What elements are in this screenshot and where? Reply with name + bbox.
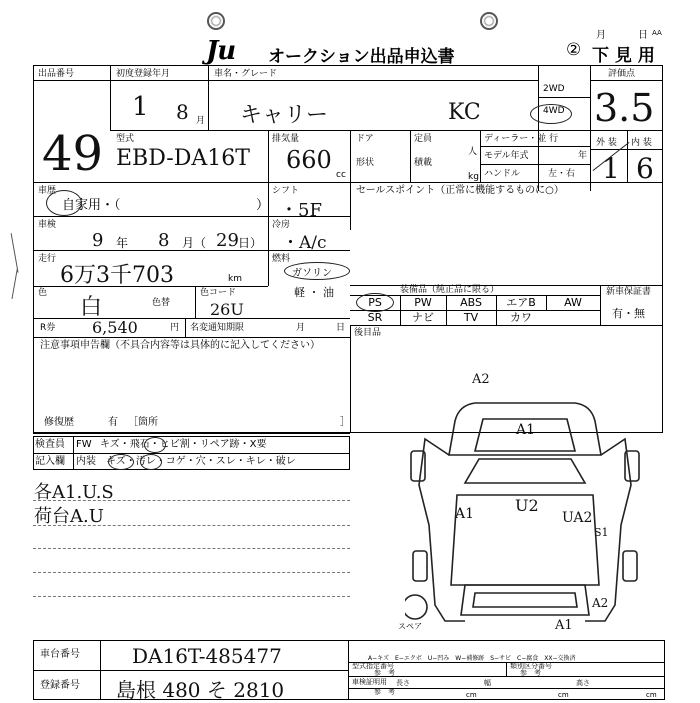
inspection-day-unit: 日） — [238, 236, 263, 250]
location-label: ［箇所 — [128, 417, 158, 428]
legend-text: A−キズ E−エクボ U−凹み W−補修跡 S−サビ C−腐食 XX−交換済 — [368, 655, 576, 662]
first-reg-label: 初度登録年月 — [116, 69, 171, 79]
day-label: 日 — [638, 30, 648, 41]
first-reg-month: 8 — [176, 100, 189, 124]
handle-value: 左・右 — [548, 169, 576, 179]
equip-leather: カワ — [510, 311, 532, 324]
ps-circle-mark — [356, 293, 394, 312]
handle-label: ハンドル — [484, 169, 521, 179]
car-cabin — [465, 459, 585, 483]
height-label: 高さ — [576, 679, 590, 687]
rating-label: 評価点 — [608, 69, 636, 79]
spec-ref-label: 参 考 — [374, 669, 395, 677]
history-circle-mark — [46, 190, 82, 216]
fw-stone-circle-mark — [144, 437, 166, 453]
repair-history-label: 修復歴 — [44, 417, 74, 428]
entry-label: 記入欄 — [35, 456, 65, 467]
ju-logo: Ju — [206, 36, 236, 66]
aircon-label: 冷房 — [272, 220, 291, 230]
fuel-options: 軽 ・ 油 — [294, 286, 334, 299]
yen-label: 円 — [170, 323, 180, 333]
fuel-label: 燃料 — [272, 254, 291, 264]
car-rear — [461, 585, 589, 615]
fw-label: FW — [76, 439, 92, 450]
damage-mark: UA2 — [562, 510, 593, 526]
width-cm: cm — [558, 691, 569, 699]
car-name-value: キャリー — [240, 103, 329, 128]
door-label: ドア — [356, 134, 374, 144]
equip-abs: ABS — [460, 296, 482, 309]
spare-tire-icon — [405, 595, 427, 619]
person-label: 人 — [468, 147, 478, 157]
cc-label: cc — [336, 170, 346, 180]
model-value: EBD-DA16T — [116, 146, 250, 171]
name-change-label: 名変通知期限 — [190, 323, 245, 333]
mileage-label: 走行 — [38, 254, 57, 264]
interior-label: 内 装 — [631, 138, 652, 148]
form-title: オークション出品申込書 — [268, 47, 455, 67]
equip-aw: AW — [564, 296, 582, 309]
month-label: 月 — [596, 30, 606, 41]
kg-label: kg — [468, 172, 479, 182]
damage-mark: A1 — [516, 422, 536, 438]
inspection-label: 車検 — [38, 220, 57, 230]
fuel-circle-mark — [284, 262, 350, 280]
twowd-label: 2WD — [543, 84, 565, 94]
equip-navi: ナビ — [412, 311, 434, 324]
fw-items: キズ・飛石・ヒビ割・リペア跡・X要 — [100, 439, 267, 450]
new-cert-label: 車検証明用 — [352, 678, 387, 686]
new-warranty-label: 新車保証書 — [606, 287, 652, 297]
shape-label: 形状 — [356, 158, 375, 168]
car-left-body — [419, 439, 465, 621]
form-subtitle: 下 見 用 — [592, 46, 655, 66]
history-close: ） — [256, 198, 270, 213]
inspector-label: 検査員 — [35, 439, 65, 450]
car-history-label: 車歴 — [38, 186, 57, 196]
first-reg-month-unit: 月 — [196, 116, 206, 126]
location-close: ］ — [340, 417, 350, 428]
equip-pw: PW — [414, 296, 432, 309]
wheel-rear-left — [413, 551, 427, 581]
inspection-year-unit: 年 — [116, 236, 129, 250]
exterior-value: 1 — [602, 152, 620, 185]
damage-mark: A2 — [592, 596, 609, 610]
sales-point-label: セールスポイント（正常に機能するものに○） — [356, 185, 564, 196]
new-cert-ref-label: 参 考 — [374, 688, 395, 696]
class-ref-label: 参 考 — [520, 669, 541, 677]
length-label: 長さ — [396, 679, 410, 687]
equip-tv: TV — [463, 311, 479, 324]
punch-hole — [207, 12, 225, 30]
car-name-label: 車名・グレード — [214, 69, 278, 79]
length-cm: cm — [466, 691, 477, 699]
notes-line-1: 各A1.U.S — [34, 482, 114, 503]
class-no-label: 類別区分番号 — [510, 662, 552, 670]
name-change-day: 日 — [336, 323, 346, 333]
aa-label: AA — [652, 29, 662, 37]
color-code-value: 26U — [210, 300, 244, 319]
exterior-label: 外 装 — [596, 138, 617, 148]
dealer-label: ディーラー・並 行 — [484, 134, 559, 144]
damage-mark: A2 — [472, 372, 490, 387]
car-tailgate — [473, 593, 577, 607]
first-reg-year: 1 — [132, 92, 149, 122]
capacity-label: 定員 — [414, 134, 433, 144]
inspection-month-value: 8 — [158, 230, 170, 251]
grade-value: KC — [448, 100, 481, 125]
lot-number-value: 49 — [42, 126, 104, 182]
wheel-rear-right — [623, 551, 637, 581]
fourwd-label: 4WD — [543, 106, 565, 116]
equipment-label: 装備品（純正品に限る） — [400, 285, 500, 295]
model-year-label: モデル年式 — [484, 151, 529, 161]
spare-label: スペア — [398, 622, 422, 631]
notes-line-2: 荷台A.U — [34, 506, 104, 527]
repair-history-value: 有 — [108, 417, 118, 428]
equip-sr: SR — [367, 311, 383, 324]
shift-value: ・5F — [280, 200, 322, 221]
color-label: 色 — [38, 288, 48, 298]
model-label: 型式 — [116, 134, 135, 144]
r-ticket-label: R券 — [40, 323, 56, 333]
registration-value: 島根 480 そ 2810 — [116, 678, 285, 702]
mileage-value: 6万3千703 — [60, 263, 174, 288]
interior-items: キズ・汚レ・コゲ・穴・スレ・キレ・破レ — [106, 456, 296, 467]
equip-airbag: エアB — [506, 296, 536, 309]
damage-mark: U2 — [515, 496, 539, 515]
interior-value: 6 — [636, 152, 654, 185]
width-label: 幅 — [484, 679, 491, 687]
inspection-day-value: 29 — [216, 230, 239, 251]
registration-label: 登録番号 — [40, 680, 80, 691]
interior-entry-label: 内装 — [76, 456, 96, 467]
margin-mark — [11, 269, 27, 300]
color-change-label: 色替 — [152, 298, 171, 308]
punch-hole — [480, 12, 498, 30]
year-label: 年 — [578, 151, 588, 161]
lot-number-label: 出品番号 — [38, 69, 75, 79]
color-value: 白 — [80, 295, 103, 320]
fourwd-circle-mark — [530, 104, 572, 124]
height-cm: cm — [646, 691, 657, 699]
chassis-value: DA16T-485477 — [132, 644, 282, 668]
color-code-label: 色コード — [200, 288, 237, 298]
shift-label: シフト — [272, 186, 300, 196]
km-label: km — [228, 274, 242, 284]
rating-value: 3.5 — [594, 86, 655, 130]
displacement-value: 660 — [286, 146, 332, 174]
inspection-month-unit: 月（ — [182, 236, 207, 250]
rear-seat-label: 後目品 — [354, 328, 382, 338]
displacement-label: 排気量 — [272, 134, 300, 144]
interior-scratch-circle-mark — [108, 454, 134, 470]
loading-label: 積載 — [414, 158, 433, 168]
notes-label: 注意事項申告欄（不具合内容等は具体的に記入してください） — [40, 340, 320, 351]
name-change-month: 月 — [296, 323, 306, 333]
r-ticket-value: 6,540 — [92, 318, 138, 337]
interior-stain-circle-mark — [140, 454, 162, 470]
aircon-value: ・A/c — [282, 233, 327, 253]
fuel-value: ガソリン — [292, 268, 332, 279]
damage-mark: A1 — [455, 506, 475, 522]
inspection-year-value: 9 — [92, 230, 104, 251]
damage-mark: A1 — [555, 618, 573, 633]
warranty-value: 有・無 — [612, 307, 645, 320]
equip-ps: PS — [368, 296, 382, 309]
circle-number: ② — [566, 40, 582, 60]
chassis-label: 車台番号 — [40, 649, 80, 660]
history-value: 自家用・（ — [62, 198, 121, 213]
spec-no-label: 型式指定番号 — [352, 662, 394, 670]
margin-mark — [11, 231, 29, 272]
damage-mark: S1 — [594, 526, 609, 539]
